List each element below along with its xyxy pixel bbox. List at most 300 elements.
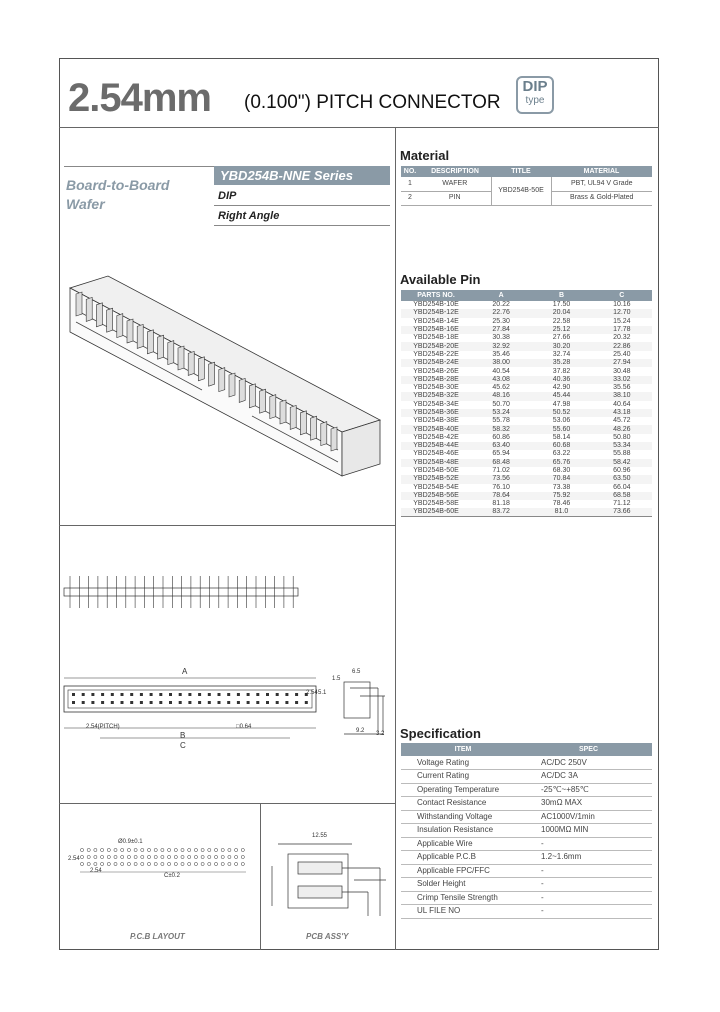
cell-parts-no: YBD254B-48E <box>413 458 459 466</box>
cell-a: 32.92 <box>492 342 510 350</box>
pcb-pitch-a: 2.54 <box>68 856 80 862</box>
pin-square <box>130 693 133 696</box>
connector-pin <box>76 292 82 316</box>
pcb-hole <box>228 862 231 865</box>
pcb-hole <box>168 855 171 858</box>
connector-pin <box>260 389 266 413</box>
cell-c: 33.02 <box>613 375 631 383</box>
cell-b: 17.50 <box>552 301 571 309</box>
pcb-hole <box>208 848 211 851</box>
connector-pin <box>188 351 194 375</box>
divider-header <box>59 127 659 128</box>
pcb-hole <box>154 862 157 865</box>
pcb-hole <box>181 862 184 865</box>
cell-b: 47.98 <box>552 400 571 408</box>
cell-b: 45.44 <box>552 392 571 400</box>
cell-c: 71.12 <box>613 500 631 508</box>
pin-square <box>188 693 191 696</box>
category-line1: Board-to-Board <box>66 177 170 193</box>
cell-b: 53.06 <box>552 417 571 425</box>
cell-a: 60.86 <box>492 433 510 441</box>
cell-b: 81.0 <box>554 508 569 516</box>
material-table <box>401 166 652 206</box>
connector-top-view <box>60 668 390 753</box>
pin-square <box>121 701 124 704</box>
cell-a: 25.30 <box>492 317 510 325</box>
pcb-hole <box>101 848 104 851</box>
cell-spec: - <box>525 905 652 919</box>
table-row <box>401 351 652 359</box>
cell-a: 81.18 <box>492 500 510 508</box>
table-row <box>401 392 652 400</box>
dip-badge <box>516 76 554 114</box>
assy-dim-12-55: 12.55 <box>312 833 328 839</box>
table-row <box>401 905 652 919</box>
divider-vertical <box>395 127 396 950</box>
cell-b: 60.68 <box>552 442 571 450</box>
pin-square <box>159 701 162 704</box>
pin-square <box>101 701 104 704</box>
table-row <box>401 459 652 467</box>
pcb-hole <box>101 855 104 858</box>
cell-b: 63.22 <box>552 450 571 458</box>
cell-c: 43.18 <box>613 409 631 416</box>
cell-a: 55.78 <box>492 417 510 425</box>
pcb-hole <box>87 855 90 858</box>
cell-a: 65.94 <box>492 450 510 458</box>
cell-c: 22.86 <box>613 342 631 350</box>
cell-parts-no: YBD254B-42E <box>413 433 459 441</box>
table-row <box>401 342 652 350</box>
cell-b: 65.76 <box>552 458 571 466</box>
connector-pin <box>209 362 215 386</box>
cell-a: 48.16 <box>492 392 510 400</box>
pcb-hole <box>194 855 197 858</box>
pcb-hole <box>188 862 191 865</box>
cell-parts-no: YBD254B-22E <box>413 350 459 358</box>
pin-square <box>208 693 211 696</box>
connector-3d-illustration <box>62 270 392 500</box>
col-c: C <box>592 290 652 301</box>
cell-b: 55.60 <box>552 425 571 433</box>
cell-c: 15.24 <box>613 317 631 325</box>
table-row <box>401 810 652 824</box>
cell-b: 42.90 <box>552 384 571 392</box>
pin-square <box>101 693 104 696</box>
pcb-dim-c: C±0.2 <box>164 873 180 879</box>
cell-parts-no: YBD254B-16E <box>413 326 459 334</box>
connector-pin <box>219 368 225 392</box>
pcb-hole <box>228 848 231 851</box>
cell-parts-no: YBD254B-56E <box>413 491 459 499</box>
cell-b: 40.36 <box>552 375 571 383</box>
pin-header-row <box>401 290 652 301</box>
table-row <box>401 442 652 450</box>
cell-a: 30.38 <box>492 334 510 342</box>
available-pin-title: Available Pin <box>400 272 481 287</box>
pin-square <box>266 701 269 704</box>
pcb-hole <box>80 848 83 851</box>
cell-item: Crimp Tensile Strength <box>401 891 525 905</box>
table-row <box>401 359 652 367</box>
cell-c: 30.48 <box>613 367 631 375</box>
cell-a: 58.32 <box>492 425 510 433</box>
connector-pin <box>270 395 276 419</box>
pcb-hole <box>188 848 191 851</box>
cell-a: 50.70 <box>492 400 510 408</box>
connector-pin <box>280 400 286 424</box>
pcb-hole <box>147 855 150 858</box>
cell-parts-no: YBD254B-58E <box>413 500 459 508</box>
cell-a: 63.40 <box>492 442 510 450</box>
dim-5-1: 5.1 <box>318 690 327 696</box>
pcb-hole <box>214 855 217 858</box>
pcb-hole <box>208 855 211 858</box>
connector-pin <box>311 416 317 440</box>
pcb-hole <box>241 855 244 858</box>
pin-square <box>150 701 153 704</box>
pcb-hole-dim: Ø0.9±0.1 <box>118 839 143 845</box>
table-row <box>401 434 652 442</box>
pcb-hole <box>94 862 97 865</box>
cell-b: 68.30 <box>552 467 571 475</box>
table-row <box>401 864 652 878</box>
cell-b: 25.12 <box>552 326 571 334</box>
pcb-hole <box>235 862 238 865</box>
pin-square <box>198 701 201 704</box>
cell-b: 20.04 <box>552 309 571 317</box>
dim-2-54: 2.54 <box>306 690 318 696</box>
table-row <box>401 450 652 458</box>
pcb-hole <box>161 862 164 865</box>
cell-b: 73.38 <box>552 483 571 491</box>
pcb-hole <box>114 848 117 851</box>
cell-no: 2 <box>401 191 419 205</box>
pin-square <box>256 701 259 704</box>
title-size: 2.54mm <box>68 76 211 120</box>
spec-header-row <box>401 743 652 756</box>
cell-spec: - <box>525 864 652 878</box>
cell-parts-no: YBD254B-30E <box>413 384 459 392</box>
pcb-hole <box>208 862 211 865</box>
cell-c: 63.50 <box>613 475 631 483</box>
table-row <box>401 891 652 905</box>
connector-pin <box>158 335 164 359</box>
cell-parts-no: YBD254B-50E <box>413 467 459 475</box>
cell-b: 37.82 <box>552 367 571 375</box>
pin-square <box>227 693 230 696</box>
pin-square <box>198 693 201 696</box>
pcb-pitch-b: 2.54 <box>90 868 102 874</box>
pcb-hole <box>161 848 164 851</box>
material-title: Material <box>400 148 450 163</box>
pin-square <box>285 693 288 696</box>
pcb-hole <box>114 862 117 865</box>
pcb-hole <box>121 862 124 865</box>
pin-square <box>72 693 75 696</box>
pin-square <box>188 701 191 704</box>
pin-square <box>256 693 259 696</box>
cell-parts-no: YBD254B-44E <box>413 442 459 450</box>
pcb-hole <box>134 862 137 865</box>
cell-a: 43.08 <box>492 375 510 383</box>
pcb-hole <box>214 848 217 851</box>
cell-item: UL FILE NO <box>401 905 525 919</box>
cell-a: 76.10 <box>492 483 510 491</box>
pin-label: □0.64 <box>236 724 252 730</box>
cell-a: 45.62 <box>492 384 510 392</box>
col-description: DESCRIPTION <box>419 166 491 177</box>
cell-c: 45.72 <box>613 417 631 425</box>
pcb-hole <box>154 855 157 858</box>
pin-square <box>72 701 75 704</box>
pcb-assembly-drawing <box>268 836 388 920</box>
table-row <box>401 326 652 334</box>
cell-item: Operating Temperature <box>401 783 525 797</box>
cell-a: 73.56 <box>492 475 510 483</box>
pcb-hole <box>80 862 83 865</box>
table-row <box>401 484 652 492</box>
cell-parts-no: YBD254B-24E <box>413 359 459 367</box>
pcb-layout-drawing <box>66 840 252 880</box>
cell-spec: 1.2~1.6mm <box>525 851 652 865</box>
col-material: MATERIAL <box>551 166 652 177</box>
pcb-hole <box>127 855 130 858</box>
cell-spec: AC1000V/1min <box>525 810 652 824</box>
cell-b: 27.66 <box>552 334 571 342</box>
connector-pin <box>198 357 204 381</box>
connector-pin <box>239 378 245 402</box>
pin-square <box>159 693 162 696</box>
pcb-hole <box>161 855 164 858</box>
pin-square <box>91 701 94 704</box>
cell-parts-no: YBD254B-34E <box>413 400 459 408</box>
table-row <box>401 824 652 838</box>
pcb-hole <box>201 855 204 858</box>
pin-square <box>140 701 143 704</box>
pcb-hole <box>80 855 83 858</box>
table-row <box>401 309 652 317</box>
pcb-hole <box>134 855 137 858</box>
cell-b: 70.84 <box>552 475 571 483</box>
connector-pin <box>249 384 255 408</box>
table-row <box>401 878 652 892</box>
cell-parts-no: YBD254B-54E <box>413 483 459 491</box>
cell-spec: - <box>525 891 652 905</box>
connector-pin <box>300 411 306 435</box>
cell-spec: 30mΩ MAX <box>525 797 652 811</box>
table-row <box>401 837 652 851</box>
cell-material: PBT, UL94 V Grade <box>551 177 652 191</box>
pin-square <box>295 693 298 696</box>
series-label: YBD254B-NNE Series <box>214 166 390 185</box>
cell-item: Applicable FPC/FFC <box>401 864 525 878</box>
cell-c: 48.26 <box>613 425 631 433</box>
cell-parts-no: YBD254B-20E <box>413 342 459 350</box>
cell-c: 40.64 <box>613 400 631 408</box>
cell-b: 50.52 <box>552 409 571 416</box>
cell-item: Withstanding Voltage <box>401 810 525 824</box>
pcb-hole <box>114 855 117 858</box>
pcb-hole <box>174 855 177 858</box>
table-row <box>401 783 652 797</box>
cell-parts-no: YBD254B-18E <box>413 334 459 342</box>
pin-square <box>150 693 153 696</box>
specification-title: Specification <box>400 726 481 741</box>
cell-parts-no: YBD254B-32E <box>413 392 459 400</box>
pcb-hole <box>188 855 191 858</box>
cell-b: 35.28 <box>552 359 571 367</box>
pin-square <box>276 701 279 704</box>
dim-6-5: 6.5 <box>352 669 361 675</box>
cell-b: 32.74 <box>552 350 571 358</box>
pcb-hole <box>107 855 110 858</box>
cell-b: 75.92 <box>552 491 571 499</box>
pcb-hole <box>174 848 177 851</box>
pcb-hole <box>241 862 244 865</box>
pcb-hole <box>214 862 217 865</box>
dim-a: A <box>182 667 188 676</box>
connector-pin <box>290 405 296 429</box>
cell-parts-no: YBD254B-14E <box>413 317 459 325</box>
title-description: (0.100") PITCH CONNECTOR <box>244 92 501 113</box>
cell-c: 60.96 <box>613 467 631 475</box>
col-title: TITLE <box>491 166 551 177</box>
pcb-hole <box>168 862 171 865</box>
table-row <box>401 770 652 784</box>
cell-item: Applicable P.C.B <box>401 851 525 865</box>
cell-a: 27.84 <box>492 326 510 334</box>
pcb-hole <box>228 855 231 858</box>
pin-square <box>247 693 250 696</box>
cell-a: 68.48 <box>492 458 510 466</box>
pcb-hole <box>221 848 224 851</box>
cell-b: 30.20 <box>552 342 571 350</box>
badge-top: DIP <box>522 78 548 95</box>
cell-c: 12.70 <box>613 309 631 317</box>
pcb-hole <box>194 848 197 851</box>
pcb-hole <box>221 862 224 865</box>
pcb-hole <box>127 862 130 865</box>
cell-b: 22.58 <box>552 317 571 325</box>
available-pin-table <box>401 290 652 517</box>
pcb-hole <box>107 848 110 851</box>
cell-parts-no: YBD254B-46E <box>413 450 459 458</box>
table-row <box>401 409 652 417</box>
pin-square <box>169 693 172 696</box>
table-row <box>401 376 652 384</box>
connector-pin <box>117 314 123 338</box>
pin-square <box>208 701 211 704</box>
table-row <box>401 301 652 309</box>
cell-parts-no: YBD254B-38E <box>413 417 459 425</box>
pin-square <box>91 693 94 696</box>
table-row <box>401 367 652 375</box>
cell-parts-no: YBD254B-10E <box>413 301 459 309</box>
pin-square <box>227 701 230 704</box>
connector-pin <box>321 422 327 446</box>
divider-bottom-split <box>260 803 261 950</box>
connector-front-view <box>62 572 302 612</box>
pin-square <box>295 701 298 704</box>
cell-a: 20.22 <box>492 301 510 309</box>
cell-desc: PIN <box>419 191 491 205</box>
pin-square <box>305 701 308 704</box>
cell-c: 20.32 <box>613 334 631 342</box>
cell-parts-no: YBD254B-40E <box>413 425 459 433</box>
connector-pin <box>107 308 113 332</box>
specification-table <box>401 743 652 919</box>
pcb-hole <box>235 848 238 851</box>
pcb-hole <box>121 855 124 858</box>
dim-1-5: 1.5 <box>332 676 341 682</box>
connector-pin <box>147 330 153 354</box>
connector-pin <box>331 427 337 451</box>
cell-c: 66.04 <box>613 483 631 491</box>
cell-item: Voltage Rating <box>401 756 525 770</box>
pcb-hole <box>127 848 130 851</box>
pin-square <box>82 693 85 696</box>
cell-no: 1 <box>401 177 419 191</box>
table-row <box>401 500 652 508</box>
table-row <box>401 425 652 433</box>
table-row <box>401 417 652 425</box>
cell-c: 50.80 <box>613 433 631 441</box>
pin-square <box>266 693 269 696</box>
pin-square <box>237 693 240 696</box>
pcb-hole <box>87 848 90 851</box>
pin-square <box>218 693 221 696</box>
cell-item: Applicable Wire <box>401 837 525 851</box>
category-line2: Wafer <box>66 196 105 212</box>
cell-spec: - <box>525 837 652 851</box>
pin-square <box>121 693 124 696</box>
pcb-hole <box>147 862 150 865</box>
connector-pin <box>127 319 133 343</box>
badge-bottom: type <box>525 95 545 106</box>
col-item: ITEM <box>401 743 525 756</box>
pin-square <box>247 701 250 704</box>
cell-spec: - <box>525 878 652 892</box>
cell-c: 25.40 <box>613 350 631 358</box>
pcb-hole <box>101 862 104 865</box>
pin-square <box>179 701 182 704</box>
pcb-hole <box>134 848 137 851</box>
cell-material: Brass & Gold-Plated <box>551 191 652 205</box>
cell-a: 53.24 <box>492 409 510 416</box>
table-row <box>401 851 652 865</box>
pin-square <box>218 701 221 704</box>
cell-a: 38.00 <box>492 359 510 367</box>
cell-c: 58.42 <box>613 458 631 466</box>
pin-square <box>111 701 114 704</box>
pcb-hole <box>221 855 224 858</box>
connector-pin <box>168 341 174 365</box>
caption-pcb-layout: P.C.B LAYOUT <box>130 932 185 941</box>
cell-a: 22.76 <box>492 309 510 317</box>
category <box>66 176 169 214</box>
pcb-hole <box>147 848 150 851</box>
connector-pin <box>229 373 235 397</box>
cell-item: Insulation Resistance <box>401 824 525 838</box>
cell-parts-no: YBD254B-28E <box>413 375 459 383</box>
pin-square <box>285 701 288 704</box>
table-row <box>401 177 652 191</box>
cell-c: 53.34 <box>613 442 631 450</box>
cell-c: 68.58 <box>613 491 631 499</box>
pin-square <box>179 693 182 696</box>
dim-3-2: 3.2 <box>376 731 385 737</box>
